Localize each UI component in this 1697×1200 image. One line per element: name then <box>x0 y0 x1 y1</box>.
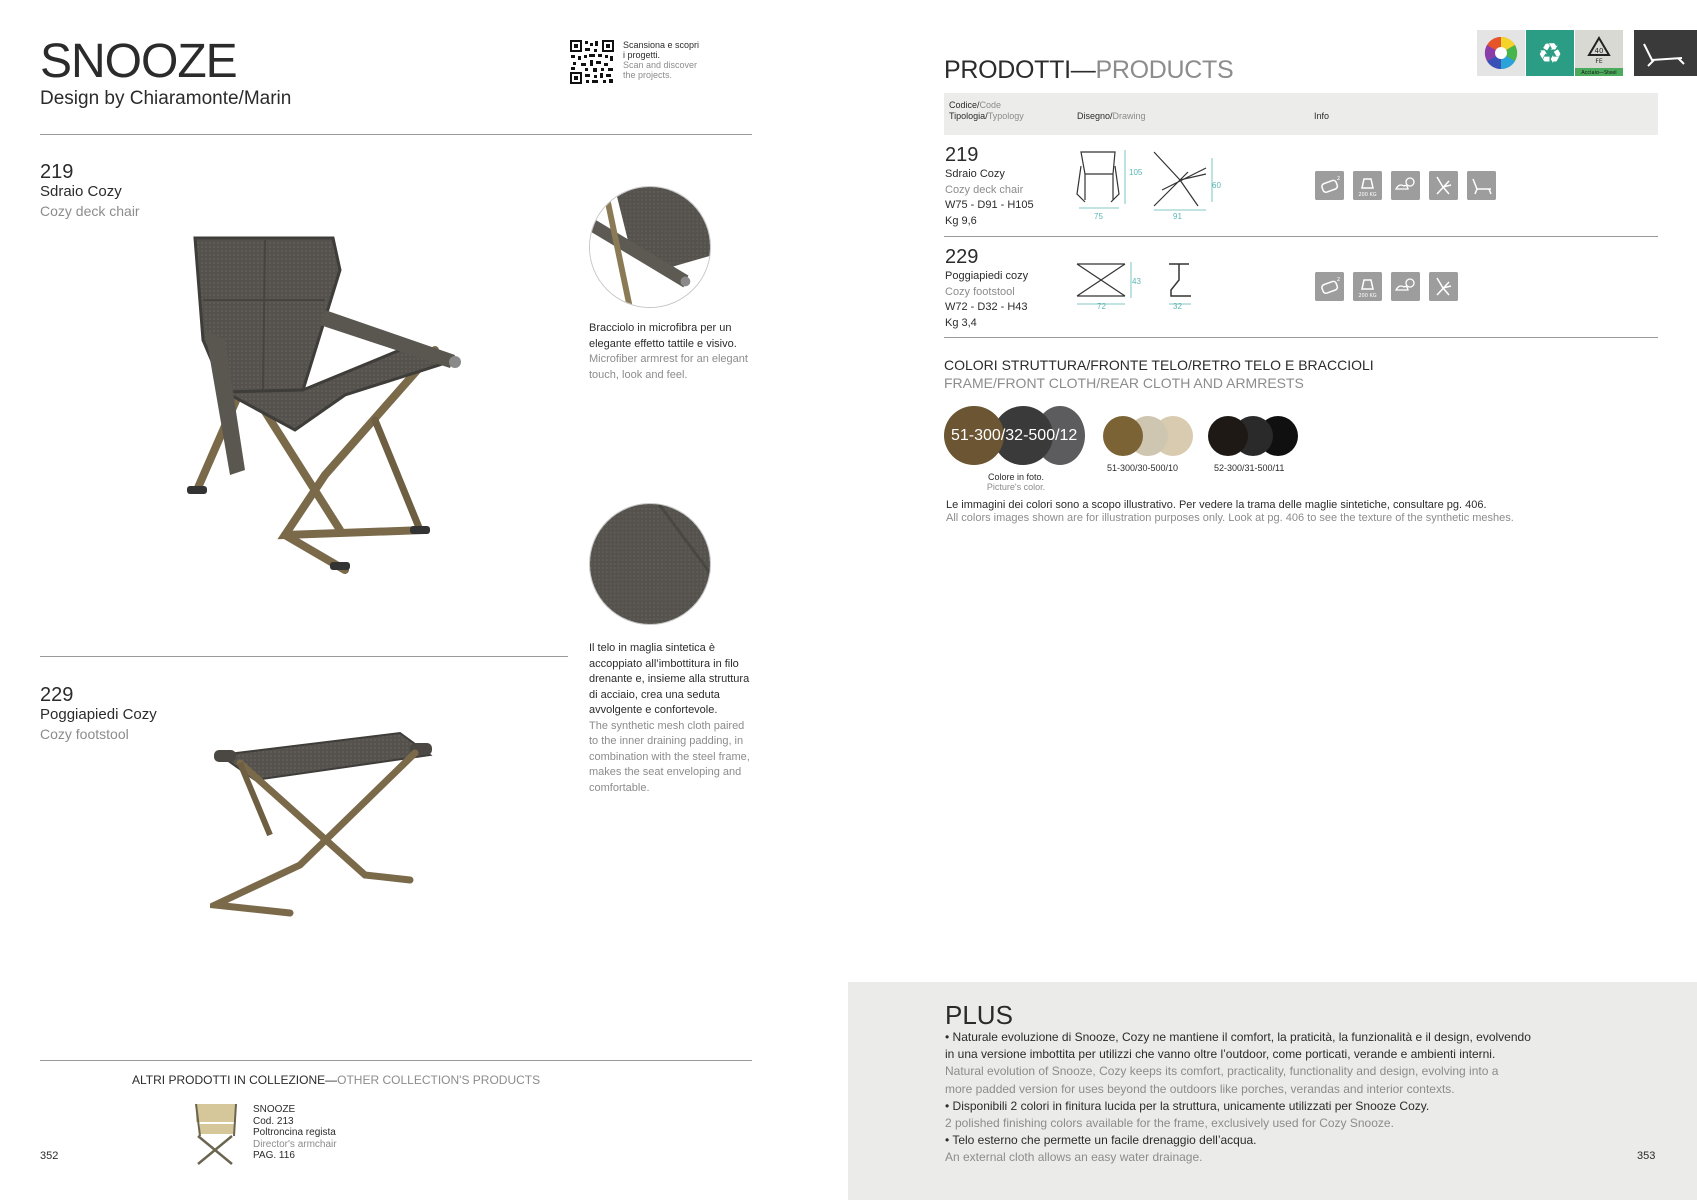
dimension-label: 75 <box>1094 212 1103 221</box>
header-code-it: Codice/ <box>949 100 980 110</box>
lounger-icon <box>1634 30 1697 76</box>
color-note-en: All colors images shown are for illustration purposes only. Look at pg. 406 to see the texture of the synthetic meshes. <box>946 511 1514 524</box>
footstool-image <box>210 715 470 920</box>
product-code: 219 <box>40 161 74 183</box>
folding-chair-icon <box>1429 272 1458 301</box>
header-drawing <box>1077 111 1146 121</box>
director-chair-thumbnail[interactable] <box>192 1100 246 1168</box>
plus-item-line: in una versione imbottita per utilizzi che vanno oltre l’outdoor, come porticati, verande e ambienti interni. <box>945 1047 1496 1062</box>
qr-caption-line: Scan and discover <box>623 60 698 70</box>
mesh-detail-image <box>589 503 711 625</box>
swatch-code-overlay: 51-300/32-500/12 <box>951 427 1078 444</box>
qr-caption-line: the projects. <box>623 70 673 80</box>
svg-text:FE: FE <box>1595 58 1603 65</box>
plus-item-line: • Telo esterno che permette un facile drenaggio dell’acqua. <box>945 1133 1257 1148</box>
colors-title-it: COLORI STRUTTURA/FRONTE TELO/RETRO TELO E BRACCIOLI <box>944 357 1374 373</box>
picture-color-it: Colore in foto. <box>987 472 1045 482</box>
capacity-text: 200 KG <box>1358 192 1377 198</box>
title-separator: — <box>1070 56 1096 84</box>
svg-text:z: z <box>1337 276 1341 283</box>
table-row <box>945 144 1034 229</box>
caption-line-en: to the inner draining padding, in <box>589 735 744 747</box>
color-note <box>946 499 1514 524</box>
dimension-label: 91 <box>1173 212 1182 221</box>
other-product-name: SNOOZE <box>253 1104 296 1115</box>
products-title-en: PRODUCTS <box>1095 56 1234 84</box>
caption-line: Il telo in maglia sintetica è <box>589 642 715 654</box>
svg-text:40: 40 <box>1594 47 1604 55</box>
header-code <box>949 100 1001 110</box>
row-weight: Kg 9,6 <box>945 214 977 227</box>
dimension-label: 43 <box>1132 277 1141 286</box>
qr-caption-line: Scansiona e scopri <box>623 40 700 50</box>
row-code: 229 <box>945 246 979 268</box>
caption-line-en: makes the seat enveloping and <box>589 766 742 778</box>
caption-line: di acciaio, crea una seduta <box>589 688 720 701</box>
swatch-code: 52-300/31-500/11 <box>1214 463 1285 473</box>
weather-resistant-icon <box>1391 171 1420 200</box>
footstool-front-drawing <box>1075 260 1139 310</box>
qr-caption <box>623 40 723 80</box>
weight-capacity-icon <box>1353 272 1382 301</box>
weight-capacity-icon <box>1353 171 1382 200</box>
plus-title: PLUS <box>945 1000 1013 1030</box>
divider <box>40 656 568 657</box>
divider <box>944 337 1658 338</box>
swatch-code: 51-300/30-500/10 <box>1107 463 1179 473</box>
plus-item-line: • Naturale evoluzione di Snooze, Cozy ne mantiene il comfort, la praticità, la funzionalità e il design, evolvendo <box>945 1030 1531 1044</box>
other-products-title <box>132 1073 540 1087</box>
caption-line-en: Microfiber armrest for an elegant <box>589 353 748 365</box>
product-name: Sdraio Cozy <box>40 183 122 200</box>
header-typology-en: Typology <box>987 111 1024 121</box>
header-typology-it: Tipologia/ <box>949 111 988 121</box>
header-typology <box>949 111 1024 121</box>
other-product-info <box>253 1104 337 1162</box>
title-separator: — <box>325 1073 338 1087</box>
divider <box>944 236 1658 237</box>
steel-material-icon <box>1575 30 1623 76</box>
mesh-caption <box>589 641 759 796</box>
picture-color-label <box>976 472 1056 492</box>
weather-resistant-icon <box>1391 272 1420 301</box>
table-row <box>945 246 1028 331</box>
dimension-label: 32 <box>1173 302 1182 311</box>
row-weight: Kg 3,4 <box>945 316 977 329</box>
caption-line-en: comfortable. <box>589 781 650 794</box>
caption-line-en: combination with the steel frame, <box>589 750 750 763</box>
product-code: 229 <box>40 684 74 706</box>
row-dimensions: W72 - D32 - H43 <box>945 301 1028 313</box>
row-code: 219 <box>945 144 979 166</box>
chair-front-drawing <box>1075 148 1135 213</box>
armrest-detail-image <box>589 186 711 308</box>
dimension-label: 60 <box>1212 181 1221 190</box>
caption-line: avvolgente e confortevole. <box>589 704 718 716</box>
other-product-page-link[interactable]: PAG. 116 <box>253 1150 295 1161</box>
caption-line: drenante e, insieme alla struttura <box>589 673 750 685</box>
row-name: Sdraio Cozy <box>945 168 1005 180</box>
qr-caption-line: i progetti. <box>623 50 661 60</box>
other-products-title-it: ALTRI PRODOTTI IN COLLEZIONE <box>132 1073 326 1087</box>
colors-title <box>944 357 1374 392</box>
caption-line-en: The synthetic mesh cloth paired <box>589 719 745 732</box>
page-number: 353 <box>1637 1150 1656 1162</box>
svg-text:z: z <box>1337 175 1341 182</box>
page-number: 352 <box>40 1150 59 1162</box>
cushion-icon <box>1315 171 1344 200</box>
folding-chair-icon <box>1429 171 1458 200</box>
cushion-icon <box>1315 272 1344 301</box>
designer-credit: Design by Chiaramonte/Marin <box>40 88 292 109</box>
other-products-title-en: OTHER COLLECTION'S PRODUCTS <box>337 1073 541 1087</box>
header-info: Info <box>1314 111 1330 121</box>
caption-line-en: touch, look and feel. <box>589 368 688 381</box>
chair-side-drawing <box>1150 150 1220 215</box>
capacity-text: 200 KG <box>1358 293 1377 299</box>
header-drawing-en: Drawing <box>1112 111 1146 121</box>
divider <box>40 134 752 135</box>
header-code-en: Code <box>979 100 1002 110</box>
colors-title-en: FRAME/FRONT CLOTH/REAR CLOTH AND ARMRESTS <box>944 374 1304 391</box>
row-name-en: Cozy deck chair <box>945 183 1024 196</box>
dimension-label: 72 <box>1097 302 1106 311</box>
other-product-code: Cod. 213 <box>253 1115 294 1127</box>
row-name: Poggiapiedi cozy <box>945 270 1029 282</box>
recycle-icon <box>1526 30 1574 76</box>
row-name-en: Cozy footstool <box>945 285 1015 298</box>
plus-item-line-en: 2 polished finishing colors available for the frame, exclusively used for Cozy Snooze. <box>945 1116 1394 1131</box>
product-name-en: Cozy deck chair <box>40 203 140 219</box>
caption-line: Bracciolo in microfibra per un <box>589 322 732 334</box>
plus-item-line-en: An external cloth allows an easy water drainage. <box>945 1150 1203 1165</box>
color-note-it: Le immagini dei colori sono a scopo illustrativo. Per vedere la trama delle maglie sintetiche, consultare pg. 406. <box>946 499 1487 511</box>
products-title-it: PRODOTTI <box>944 56 1071 84</box>
picture-color-en: Picture's color. <box>986 482 1046 492</box>
header-drawing-it: Disegno/ <box>1077 111 1113 121</box>
caption-line: accoppiato all’imbottitura in filo <box>589 657 739 670</box>
other-product-desc-en: Director's armchair <box>253 1138 337 1150</box>
recline-icon <box>1467 171 1496 200</box>
plus-list <box>945 1029 1565 1167</box>
other-product-desc: Poltroncina regista <box>253 1127 336 1138</box>
plus-item-line-en: more padded version for uses beyond the outdoors like porches, verandas and interior contexts. <box>945 1081 1455 1096</box>
page-title: SNOOZE <box>40 35 237 88</box>
dimension-label: 105 <box>1129 168 1143 177</box>
color-swatch[interactable] <box>1208 416 1248 456</box>
products-title <box>944 56 1233 85</box>
row-dimensions: W75 - D91 - H105 <box>945 199 1034 211</box>
divider <box>40 1060 752 1061</box>
plus-item-line: • Disponibili 2 colori in finitura lucida per la struttura, unicamente utilizzati per Snooze Cozy. <box>945 1098 1430 1113</box>
deck-chair-image <box>185 230 505 575</box>
product-name-en: Cozy footstool <box>40 726 129 742</box>
product-name: Poggiapiedi Cozy <box>40 706 157 723</box>
color-swatch[interactable] <box>1103 416 1143 456</box>
armrest-caption <box>589 321 759 383</box>
svg-text:♻: ♻ <box>1537 37 1563 70</box>
qr-code[interactable] <box>570 40 614 84</box>
caption-line: elegante effetto tattile e visivo. <box>589 337 737 350</box>
plus-item-line-en: Natural evolution of Snooze, Cozy keeps its comfort, practicality, functionality and design, evolving into a <box>945 1064 1499 1079</box>
steel-badge-text: Acciaio—Steel <box>1581 70 1617 76</box>
products-table-header <box>944 93 1658 135</box>
color-wheel-icon <box>1477 30 1525 76</box>
